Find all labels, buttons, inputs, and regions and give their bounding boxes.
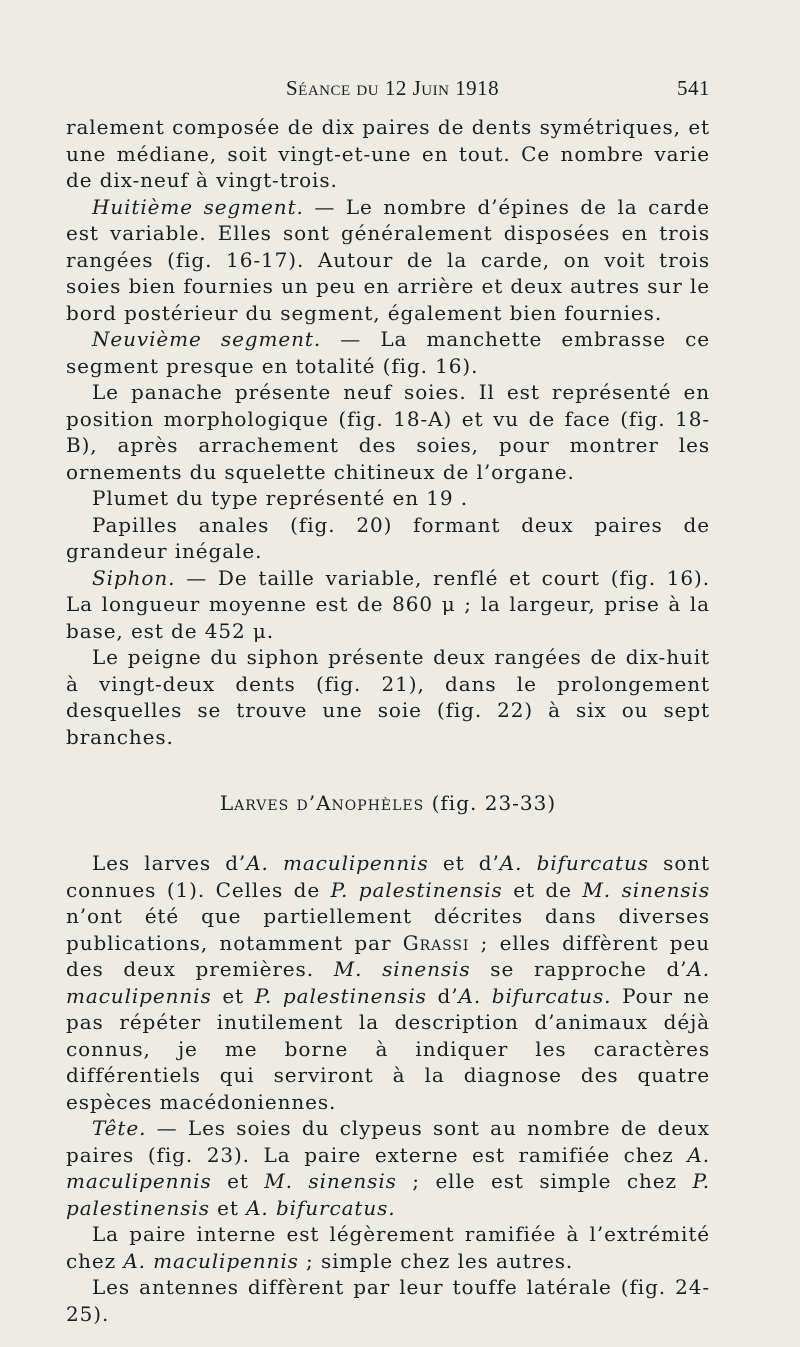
paragraph [66,114,710,194]
italic-run: A. maculipennis [246,851,429,875]
paragraph-lead: Huitième segment. [92,194,304,219]
text-run: et [211,1169,265,1193]
text-run: sont connues (1). Celles de [66,851,710,902]
italic-run: A. maculipennis [66,1142,710,1193]
small-caps-run: Grassi [402,930,470,955]
italic-run: P. palestinensis [330,877,503,902]
text-run: et [211,983,255,1008]
page-header [64,76,710,102]
text-run: se rapproche d’ [470,957,688,981]
italic-run: A. maculipennis [123,1248,299,1273]
paragraph [66,485,710,512]
paragraph-lead: Siphon. [92,565,176,590]
paragraph-text: — De taille variable, renflé et court (fig. 16). La longueur moyenne est de 860 μ ; la largeur, prise à la base, est de 452 μ. [66,565,710,643]
text-run: ; simple chez les autres. [298,1248,574,1273]
paragraphs-after-heading [66,850,710,1327]
paragraph-text: ralement composée de dix paires de dents symétriques, et une médiane, soit vingt-et-une en tout. Ce nombre varie de dix-neuf à vingt-trois. [66,115,710,192]
italic-run: P. palestinensis [254,983,427,1008]
paragraph [66,644,710,750]
italic-run: A. bifurcatus. [246,1195,396,1220]
text-run: La paire interne est légèrement ramifiée à l’extrémité chez [66,1222,710,1273]
paragraph-text: Plumet du type représenté en 19 . [92,486,469,510]
section-heading [66,790,710,816]
text-run: et [209,1195,247,1220]
text-run: Les larves d’ [92,851,247,875]
italic-run: M. sinensis [264,1169,397,1193]
italic-run: P. palestinensis [66,1169,710,1220]
paragraph [66,1274,710,1327]
text-run: d’ [426,983,459,1008]
text-run: Pour ne pas répéter inutilement la description d’animaux déjà connus, je me borne à indiquer les caractères différentiels qui serviront à la diagnose des quatre espèces macédoniennes. [66,983,711,1114]
page-number: 541 [677,76,710,100]
paragraph [66,1115,710,1221]
page-body [66,114,710,1327]
paragraph-text: Papilles anales (fig. 20) formant deux paires de grandeur inégale. [66,512,710,563]
paragraph-text: Le peigne du siphon présente deux rangées de dix-huit à vingt-deux dents (fig. 21), dans le prolongement desquelles se trouve une soie (fig. 22) à six ou sept branches. [66,645,710,749]
section-heading-figure-ref: (fig. 23-33) [431,791,557,815]
text-run: ; elle est simple chez [396,1169,693,1193]
italic-run: M. sinensis [582,877,710,902]
paragraph [66,512,710,565]
text-run: et d’ [428,851,500,875]
section-heading-title: Larves d’Anophèles [219,791,425,815]
paragraphs-before-heading [66,114,710,750]
paragraph-text: — La manchette embrasse ce segment presque en totalité (fig. 16). [66,327,710,378]
paragraph [66,379,710,485]
paragraph [66,326,710,379]
italic-run: M. sinensis [333,957,471,981]
italic-run: A. bifurcatus [499,851,649,875]
paragraph [66,1221,710,1274]
italic-run: A. bifurcatus. [458,983,612,1008]
text-run: ; elles diffèrent peu des deux premières. [66,930,710,981]
text-run: et de [502,877,583,902]
text-run: n’ont été que partiellement décrites dans diverses publications, notamment par [66,904,710,955]
paragraph-lead: Neuvième segment. [92,327,322,351]
paragraph [66,194,710,327]
running-title: Séance du 12 Juin 1918 [286,76,500,100]
italic-run: Tête. [92,1116,147,1140]
paragraph-text: — Le nombre d’épines de la carde est variable. Elles sont généralement disposées en trois rangées (fig. 16-17). Autour de la carde, on voit trois soies bien fournies un peu en arrière et deux autres sur le bord postérieur du segment, également bien fournies. [66,194,710,325]
italic-run: A. maculipennis [66,957,711,1008]
text-run: — Les soies du clypeus sont au nombre de deux paires (fig. 23). La paire externe est ramifiée chez [66,1116,710,1167]
text-run: Les antennes diffèrent par leur touffe latérale (fig. 24-25). [66,1275,710,1326]
paragraph [66,565,710,645]
paragraph [66,850,710,1115]
paragraph-text: Le panache présente neuf soies. Il est représenté en position morphologique (fig. 18-A) et vu de face (fig. 18-B), après arrachement des soies, pour montrer les ornements du squelette chitineux de l’organe. [66,380,710,484]
